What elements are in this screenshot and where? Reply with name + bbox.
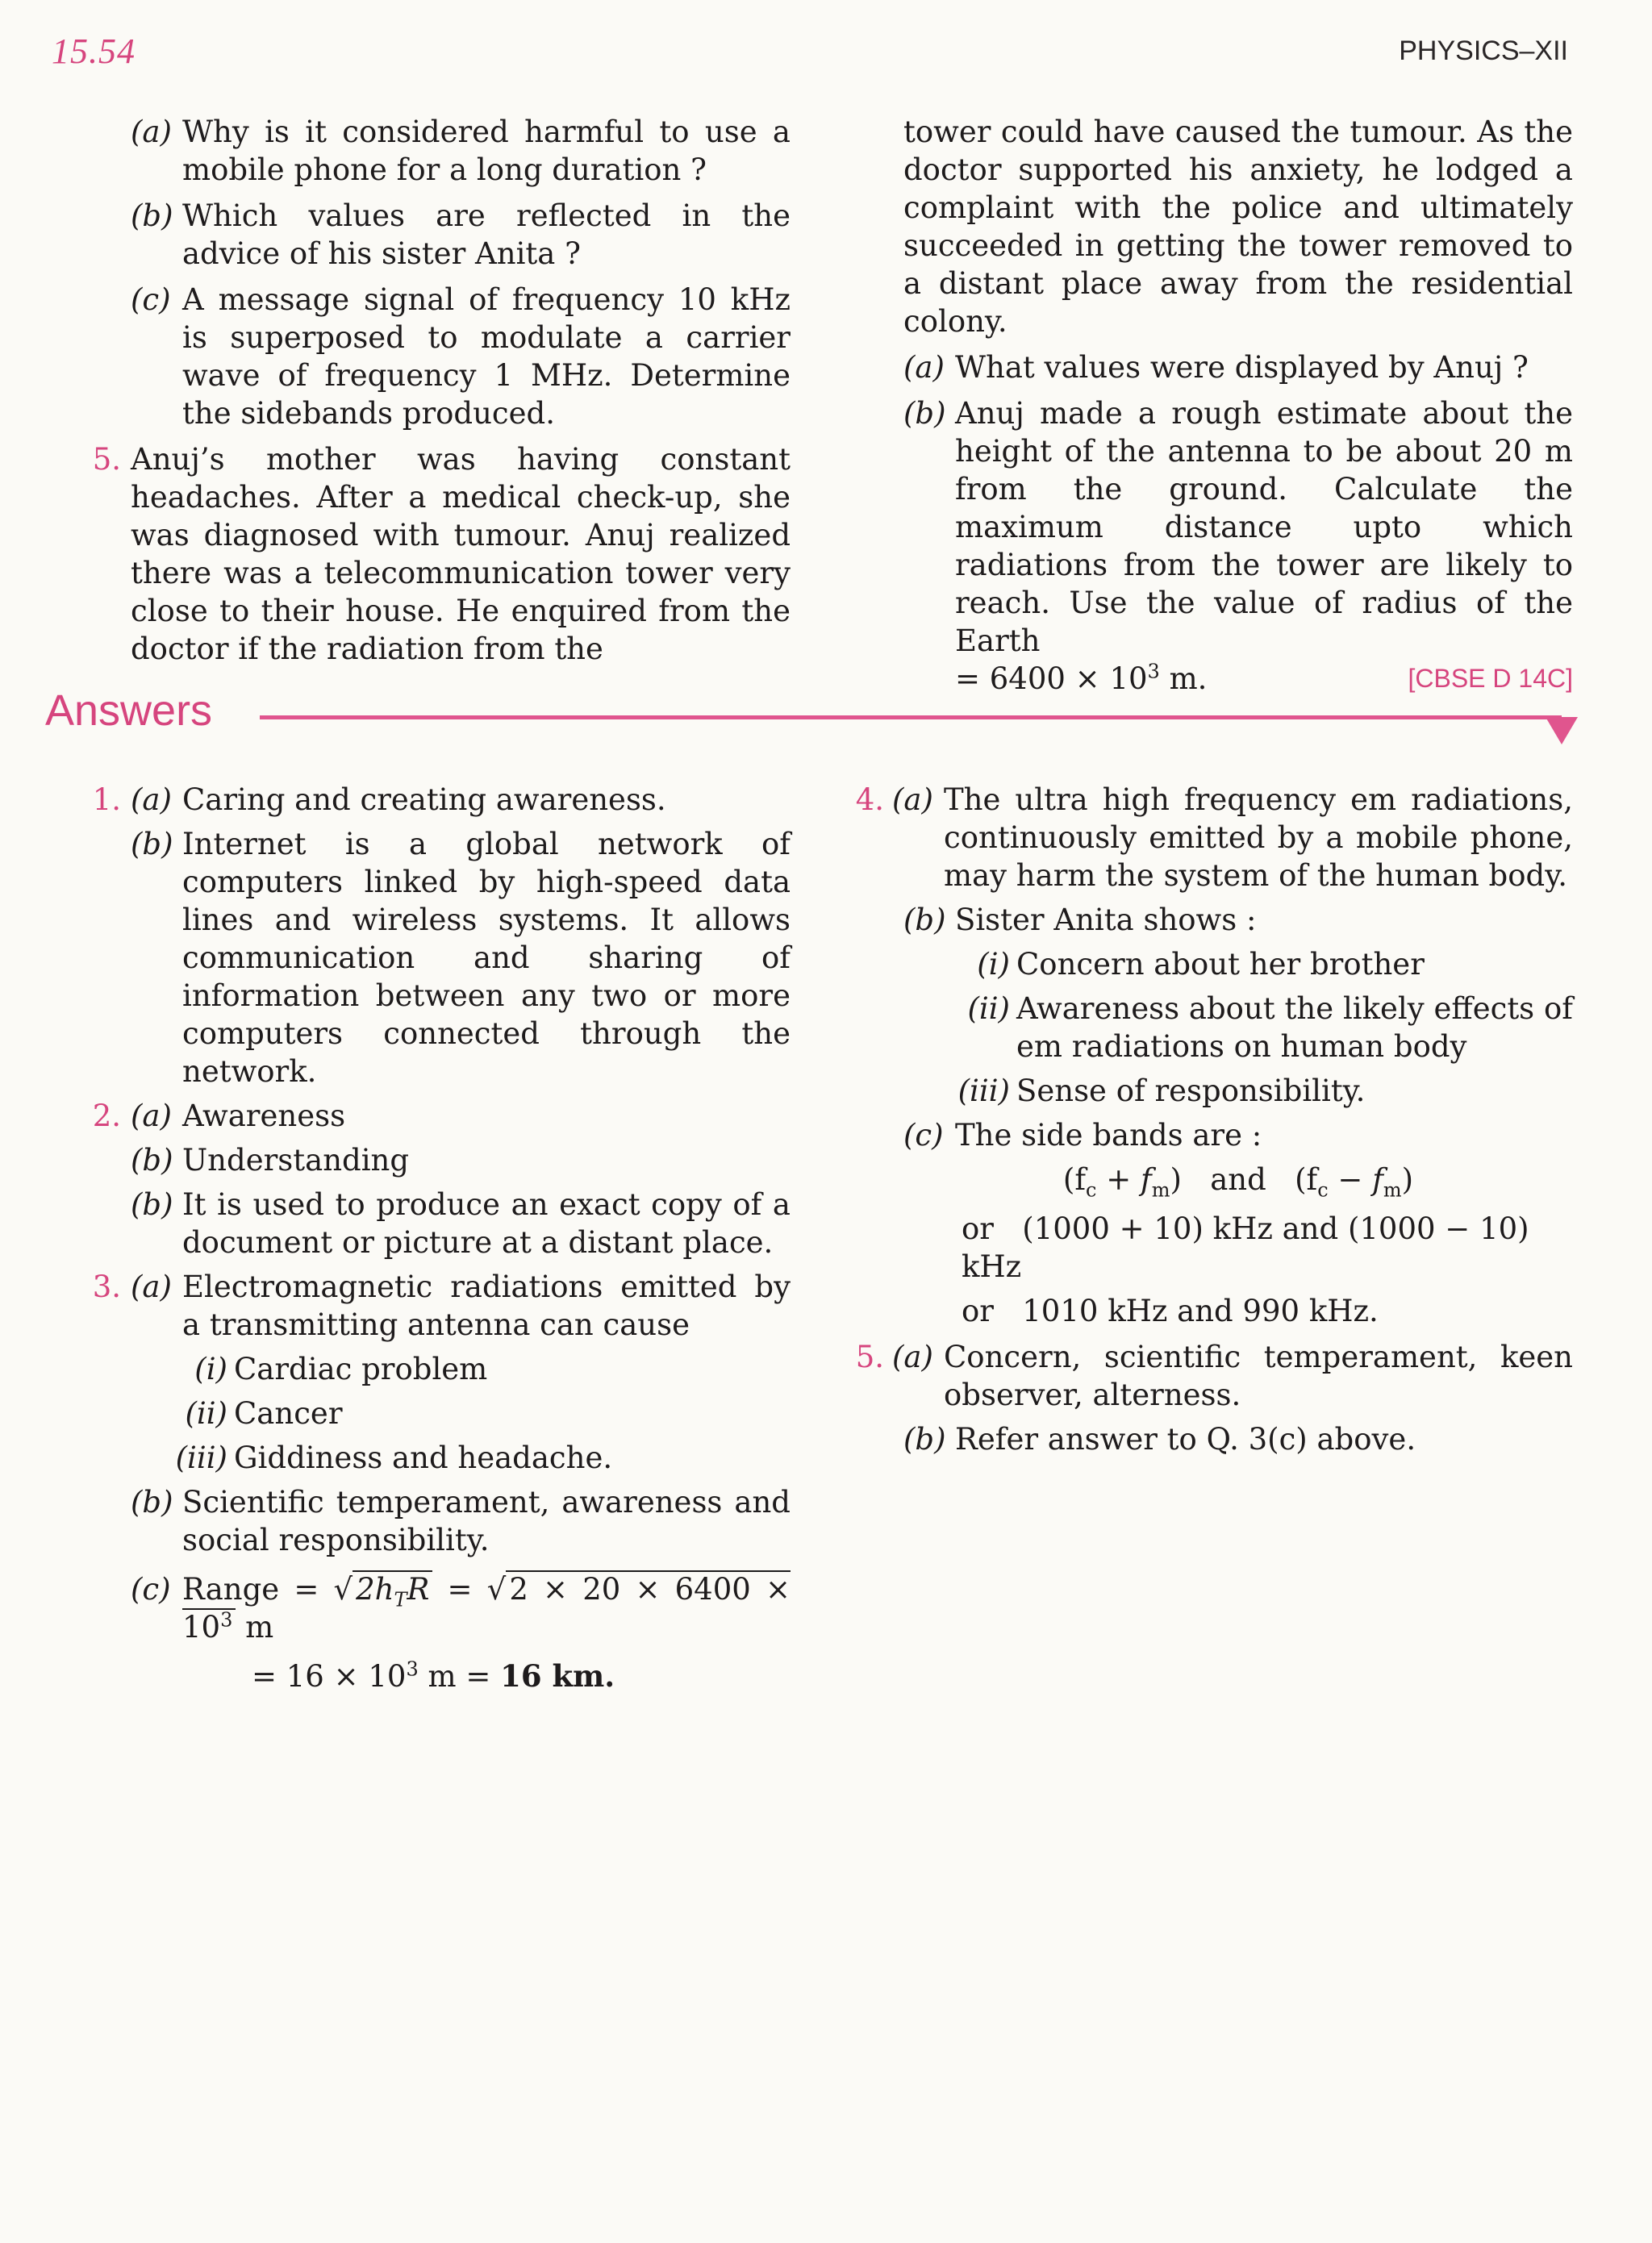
answer-text: It is used to produce an exact copy of a document or picture at a distant place.: [182, 1187, 791, 1260]
answer-2b-second: [81, 1186, 791, 1261]
answer-text: Sense of responsibility.: [1016, 1074, 1366, 1108]
option-label: (a): [131, 1099, 172, 1133]
answer-number: 3.: [92, 1270, 121, 1304]
roman-label: (ii): [967, 991, 1010, 1026]
answer-number: 5.: [855, 1340, 884, 1374]
question-5-intro: [81, 440, 791, 668]
option-label: (b): [131, 198, 173, 233]
answer-4b-i: [903, 945, 1573, 983]
option-label: (b): [903, 903, 946, 937]
roman-label: (i): [194, 1352, 227, 1386]
option-label: (a): [131, 115, 172, 149]
question-text: Anuj’s mother was having constant headaches. After a medical check-up, she was diagnosed with tumour. Anuj realized there was a telecommunication tower very close to their house. He enquired from the doctor if the radiation from the: [131, 442, 791, 666]
question-4c: [81, 281, 791, 432]
answer-text: Awareness about the likely effects of em radiations on human body: [1016, 991, 1573, 1064]
option-label: (b): [131, 827, 173, 861]
question-text: What values were displayed by Anuj ?: [955, 350, 1529, 385]
arrow-down-icon: [1546, 717, 1578, 744]
question-text: A message signal of frequency 10 kHz is superposed to modulate a carrier wave of frequency 1 MHz. Determine the sidebands produced.: [182, 282, 791, 431]
answer-4c: [903, 1116, 1573, 1154]
option-label: (a): [131, 1270, 172, 1304]
earth-radius-value: = $6400 \times 10^3$ m.: [955, 660, 1208, 696]
answers-right-column: [855, 781, 1573, 1458]
exam-reference: [CBSE D 14C]: [1408, 664, 1573, 693]
answer-text: Refer answer to Q. 3(c) above.: [955, 1422, 1416, 1457]
option-label: (c): [131, 282, 171, 317]
question-text: Which values are reflected in the advice of his sister Anita ?: [182, 198, 791, 271]
answer-1a: [81, 781, 791, 819]
answer-text: Caring and creating awareness.: [182, 782, 666, 817]
answer-text: Sister Anita shows :: [955, 903, 1257, 937]
answer-3a-i: [81, 1350, 791, 1388]
answer-3b: [81, 1483, 791, 1559]
option-label: (c): [131, 1572, 171, 1607]
page-number: 15.54: [52, 31, 136, 71]
answers-divider: [260, 715, 1562, 719]
answer-5b: [903, 1420, 1573, 1458]
sideband-result: or 1010 kHz and 990 kHz.: [962, 1294, 1379, 1328]
answer-1b: [81, 825, 791, 1090]
option-label: (b): [131, 1187, 173, 1222]
answer-text: The side bands are :: [955, 1118, 1262, 1153]
sideband-formula: $(f_c + f_m)$ and $(f_c - f_m)$: [1062, 1162, 1414, 1202]
answer-number: 1.: [92, 782, 121, 817]
answer-2b: [81, 1141, 791, 1179]
question-4b: [81, 197, 791, 273]
answer-3a-ii: [81, 1395, 791, 1432]
option-label: (a): [892, 1340, 933, 1374]
question-number: 5.: [92, 442, 121, 477]
option-label: (b): [903, 1422, 946, 1457]
running-head: PHYSICS–XII: [1399, 35, 1568, 66]
roman-label: (iii): [957, 1074, 1010, 1108]
answer-4a: [855, 781, 1573, 894]
roman-label: (iii): [175, 1440, 227, 1475]
question-text: Why is it considered harmful to use a mobile phone for a long duration ?: [182, 115, 791, 187]
question-5a: [903, 348, 1573, 386]
answer-text: Electromagnetic radiations emitted by a transmitting antenna can cause: [182, 1270, 791, 1342]
answer-4b-iii: [903, 1072, 1573, 1110]
answer-number: 2.: [92, 1099, 121, 1133]
range-result: = $16 \times 10^3$ m = 16 km.: [252, 1657, 615, 1694]
question-4a: [81, 113, 791, 189]
question-5-continued: tower could have caused the tumour. As the doctor supported his anxiety, he lodged a complaint with the police and ultimately succeeded in getting the tower removed to a distant place away from the residential colony.: [903, 115, 1573, 339]
option-label: (c): [903, 1118, 944, 1153]
answer-3a: [81, 1268, 791, 1344]
answer-text: Concern, scientific temperament, keen observer, alterness.: [944, 1340, 1573, 1412]
questions-right-column: [903, 113, 1573, 698]
option-label: (a): [892, 782, 933, 817]
answer-4b-ii: [903, 990, 1573, 1065]
questions-left-column: [81, 113, 791, 668]
option-label: (a): [903, 350, 945, 385]
answer-text: Understanding: [182, 1143, 410, 1178]
answers-heading: Answers: [45, 686, 213, 735]
question-5b: [903, 394, 1573, 698]
sideband-values: or (1000 + 10) kHz and (1000 − 10) kHz: [962, 1211, 1529, 1284]
answers-left-column: [81, 781, 791, 1695]
answer-text: Cancer: [234, 1396, 343, 1431]
answer-3a-iii: [81, 1439, 791, 1477]
range-formula: Range = √ $2h_TR$ = √ $2 \times 20 \times 6400 \times 10^3$ m: [182, 1572, 791, 1645]
answer-text: Internet is a global network of computers linked by high-speed data lines and wireless systems. It allows communication and sharing of information between any two or more computers connected through the network.: [182, 827, 791, 1089]
answer-text: Scientific temperament, awareness and social responsibility.: [182, 1485, 791, 1557]
answer-text: The ultra high frequency em radiations, continuously emitted by a mobile phone, may harm the system of the human body.: [944, 782, 1573, 893]
answer-5a: [855, 1338, 1573, 1414]
answer-3c: [81, 1570, 791, 1646]
answer-number: 4.: [855, 782, 884, 817]
roman-label: (ii): [185, 1396, 227, 1431]
option-label: (b): [131, 1143, 173, 1178]
option-label: (a): [131, 782, 172, 817]
answer-4b: [903, 901, 1573, 939]
answer-text: Cardiac problem: [234, 1352, 488, 1386]
answer-text: Awareness: [182, 1099, 346, 1133]
answer-text: Giddiness and headache.: [234, 1440, 613, 1475]
question-text: Anuj made a rough estimate about the height of the antenna to be about 20 m from the ground. Calculate the maximum distance upto which radiations from the tower are likely to reach. Use the value of radius of the Earth: [955, 396, 1573, 658]
option-label: (b): [903, 396, 946, 431]
roman-label: (i): [977, 947, 1010, 982]
answer-2a: [81, 1097, 791, 1135]
answer-text: Concern about her brother: [1016, 947, 1425, 982]
option-label: (b): [131, 1485, 173, 1520]
